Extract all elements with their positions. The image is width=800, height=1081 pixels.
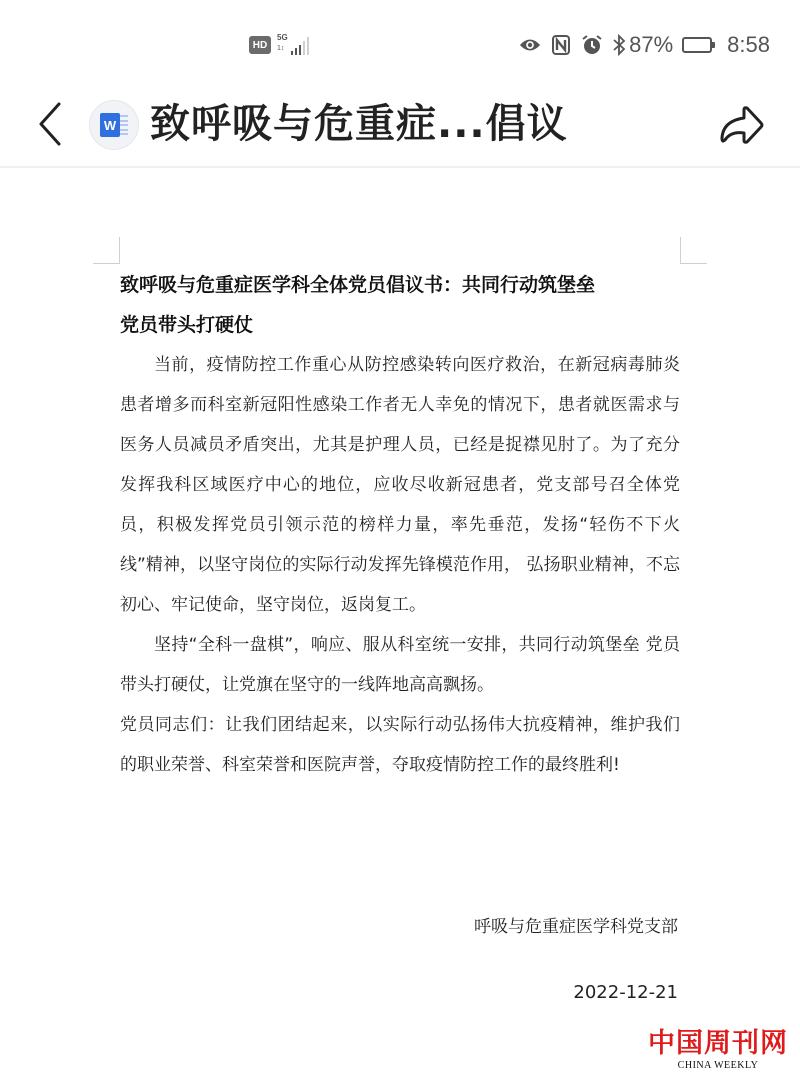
status-right: [519, 32, 770, 58]
document-date: 2022-12-21: [573, 982, 678, 1003]
signature: 呼吸与危重症医学科党支部: [474, 917, 678, 937]
document-title: 致呼吸与危重症...倡议: [150, 101, 568, 147]
eye-comfort-icon: [519, 34, 541, 56]
document-body: [120, 265, 680, 785]
back-button[interactable]: [30, 96, 70, 152]
document-heading-line2: 党员带头打硬仗: [120, 314, 254, 336]
watermark-logo: [648, 1029, 788, 1071]
alarm-icon: [581, 34, 603, 56]
share-forward-icon: [717, 104, 765, 146]
bluetooth-icon: [612, 34, 626, 56]
word-document-icon: [89, 100, 139, 150]
battery-icon: [682, 37, 712, 53]
app-bar: [0, 80, 800, 168]
chevron-left-icon: [35, 100, 65, 148]
paragraph-1: 当前，疫情防控工作重心从防控感染转向医疗救治，在新冠病毒肺炎患者增多而科室新冠阳性感染工作者无人幸免的情况下，患者就医需求与医务人员减员矛盾突出，尤其是护理人员，已经是捉襟见肘了。为了充分发挥我科区域医疗中心的地位，应收尽收新冠患者，党支部号召全体党员，积极发挥党员引领示范的榜样力量，率先垂范，发扬“轻伤不下火线”精神，以坚守岗位的实际行动发挥先锋模范作用， 弘扬职业精神，不忘初心、牢记使命，坚守岗位，返岗复工。: [120, 355, 680, 615]
data-activity-icon: 1↕: [277, 45, 285, 52]
page-corner-mark-right: [680, 237, 707, 264]
paragraph-2: 坚持“全科一盘棋”，响应、服从科室统一安排，共同行动筑堡垒 党员带头打硬仗，让党旗在坚守的一线阵地高高飘扬。: [120, 635, 680, 695]
network-type-label: 5G: [277, 33, 288, 42]
signal-strength-icon: [291, 37, 309, 55]
status-bar: [0, 0, 800, 80]
page-corner-mark-left: [93, 237, 120, 264]
nfc-icon: [550, 34, 572, 56]
clock: 8:58: [727, 32, 770, 57]
network-indicator: [277, 34, 317, 56]
document-heading-line1: 致呼吸与危重症医学科全体党员倡议书：共同行动筑堡垒: [120, 274, 596, 296]
battery-percent: 87%: [629, 32, 674, 57]
status-left: [249, 34, 317, 56]
watermark-chinese: 中国周刊网: [648, 1028, 788, 1059]
document-viewer[interactable]: [0, 170, 800, 1081]
paragraph-3: 党员同志们：让我们团结起来，以实际行动弘扬伟大抗疫精神，维护我们的职业荣誉、科室荣誉和医院声誉，夺取疫情防控工作的最终胜利!: [120, 715, 680, 775]
hd-voice-icon: HD: [249, 36, 271, 54]
share-button[interactable]: [714, 98, 768, 152]
watermark-english: CHINA WEEKLY: [677, 1060, 759, 1071]
word-letter: W: [100, 113, 120, 137]
